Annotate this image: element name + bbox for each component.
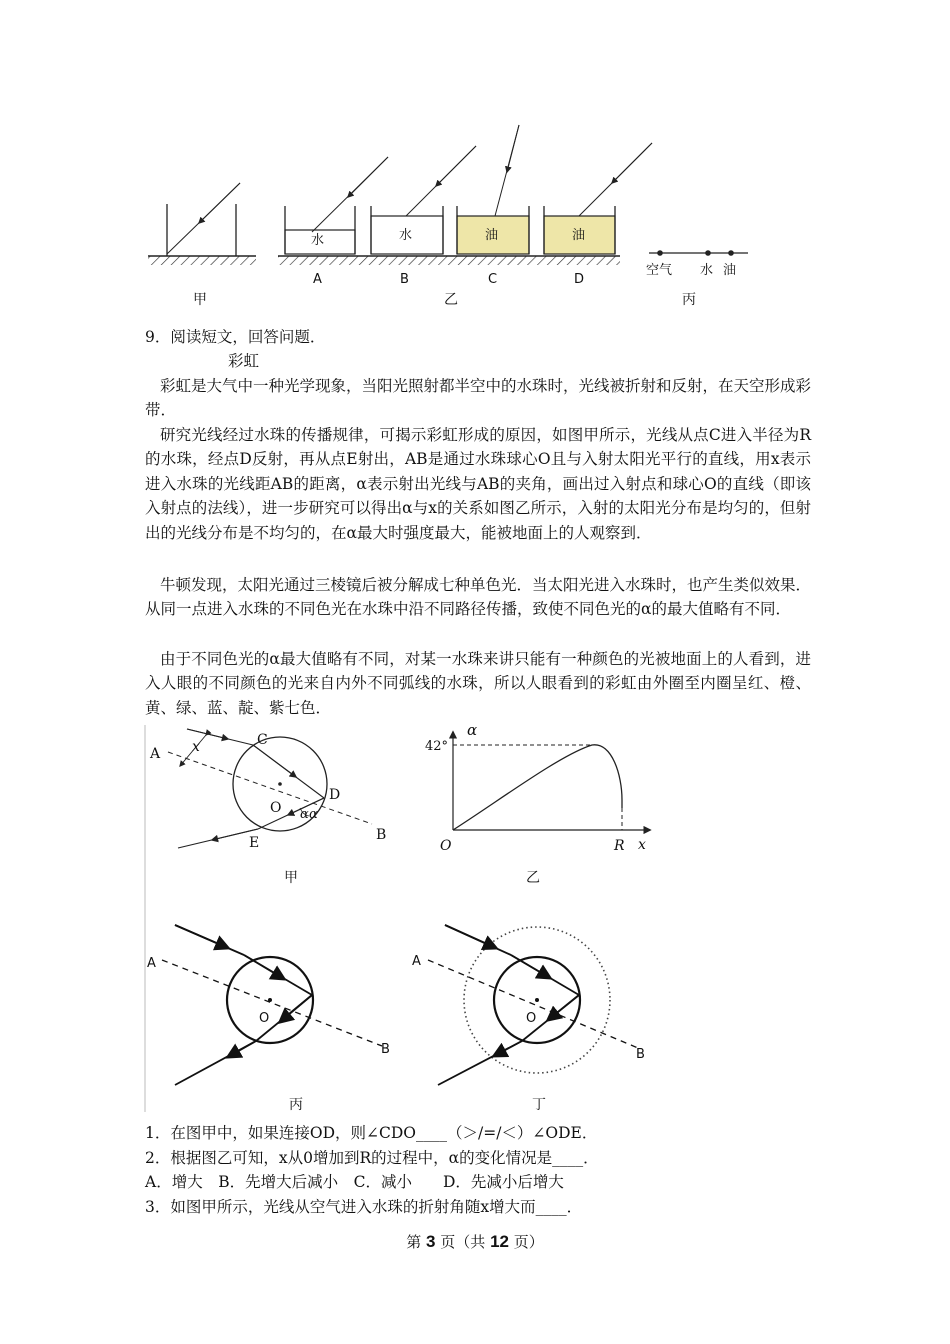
- ding-label-o: O: [526, 1011, 537, 1026]
- caption-jia: 甲: [193, 292, 207, 308]
- bing-label-b: B: [381, 1042, 390, 1057]
- bing-water-label: 水: [700, 263, 714, 278]
- alpha-curve: [453, 745, 622, 830]
- container-c-medium: 油: [485, 228, 499, 243]
- bing-label-o: O: [259, 1011, 270, 1026]
- sub-question-2-options: A．增大 B．先增大后减小 C．减小 D．先减小后增大: [145, 1173, 564, 1191]
- center-o: [535, 998, 539, 1002]
- caption-bing: 丙: [682, 292, 696, 308]
- article-title: 彩虹: [228, 352, 260, 370]
- page-footer: [0, 1231, 950, 1252]
- paragraph-1: 彩虹是大气中一种光学现象，当阳光照射都半空中的水珠时，光线被折射和反射，在天空形成彩带．: [145, 377, 812, 420]
- container-b-medium: 水: [399, 228, 413, 243]
- yi-label-r: R: [614, 838, 625, 854]
- sub-question-2: 2．根据图乙可知，x从0增加到R的过程中，α的变化情况是____．: [145, 1149, 599, 1167]
- bing-label-a: A: [147, 956, 156, 971]
- panel-yi: [278, 125, 652, 265]
- footer-prefix: 第: [406, 1233, 422, 1251]
- caption-rain-jia: 甲: [284, 870, 298, 886]
- yi-axis-x: x: [638, 837, 646, 853]
- container-d-medium: 油: [572, 228, 586, 243]
- paragraph-4: 由于不同色光的α最大值略有不同，对某一水珠来讲只能有一种颜色的光被地面上的人看到，进入人眼的不同颜色的光来自内外不同弧线的水珠，所以人眼看到的彩虹由外圈至内圈呈红、橙、黄、绿、蓝、靛、紫七色．: [145, 650, 811, 717]
- jia-label-o: O: [270, 800, 282, 816]
- paragraph-3: 牛顿发现，太阳光通过三棱镜后被分解成七种单色光．当太阳光进入水珠时，也产生类似效果．从同一点进入水珠的不同色光在水珠中沿不同路径传播，致使不同色光的α的最大值略有不同．: [145, 576, 812, 619]
- graph-yi: [453, 732, 650, 830]
- container-a-letter: A: [313, 272, 322, 287]
- caption-rain-yi: 乙: [526, 870, 540, 886]
- caption-yi: 乙: [444, 292, 458, 308]
- footer-total-pages: 12: [490, 1232, 509, 1251]
- point-oil: [728, 250, 734, 256]
- point-water: [705, 250, 711, 256]
- jia-label-a: A: [150, 746, 161, 762]
- yi-origin-o: O: [440, 838, 452, 854]
- yi-axis-alpha: α: [467, 721, 478, 739]
- ground-hatch: [148, 256, 256, 265]
- footer-suffix: 页）: [513, 1233, 544, 1251]
- ground-hatch: [278, 256, 620, 265]
- jia-label-e: E: [249, 835, 260, 851]
- panel-bing: [649, 250, 748, 256]
- jia-label-d: D: [329, 787, 341, 803]
- ray-arrow: [199, 183, 240, 223]
- center-o: [278, 782, 282, 786]
- container-a-medium: 水: [311, 233, 325, 248]
- jia-label-alpha-2: α: [309, 807, 318, 822]
- jia-label-x: x: [192, 739, 200, 755]
- top-figure: [0, 0, 950, 320]
- panel-jia: [148, 183, 256, 265]
- drop-ding: [428, 925, 638, 1085]
- bing-oil-label: 油: [723, 263, 737, 278]
- line-ab: [162, 960, 382, 1046]
- ding-label-a: A: [412, 954, 421, 969]
- point-air: [657, 250, 663, 256]
- ding-label-b: B: [636, 1047, 645, 1062]
- drop-bing: [162, 925, 382, 1085]
- jia-label-alpha: α: [300, 807, 309, 822]
- jia-label-c: C: [257, 732, 268, 748]
- container-c-letter: C: [488, 272, 498, 287]
- footer-page-number: 3: [426, 1232, 436, 1251]
- line-ab: [428, 960, 638, 1048]
- container-b-letter: B: [400, 272, 409, 287]
- paragraph-2: 研究光线经过水珠的传播规律，可揭示彩虹形成的原因，如图甲所示，光线从点C进入半径为R的水珠，经点D反射，再从点E射出，AB是通过水珠球心O且与入射太阳光平行的直线，用x表示进入水珠的光线距AB的距离，α表示射出光线与AB的夹角，画出过入射点和球心O的直线（即该入射点的法线），进一步研究可以得出α与x的关系如图乙所示，入射的太阳光分布是均匀的，但射出的光线分布是不均匀的，在α最大时强度最大，能被地面上的人观察到．: [145, 426, 811, 542]
- jia-label-b: B: [376, 827, 387, 843]
- raindrop-figure: [0, 718, 950, 1118]
- caption-rain-bing: 丙: [289, 1097, 303, 1113]
- sub-question-3: 3．如图甲所示，光线从空气进入水珠的折射角随x增大而____．: [145, 1198, 583, 1216]
- footer-mid: 页（共: [440, 1233, 486, 1251]
- question-heading: 9．阅读短文，回答问题．: [145, 328, 326, 346]
- container-d-letter: D: [574, 272, 585, 287]
- yi-angle-42: 42°: [425, 739, 449, 754]
- bing-air-label: 空气: [646, 263, 673, 278]
- container-d: [544, 143, 652, 254]
- caption-rain-ding: 丁: [532, 1097, 546, 1113]
- center-o: [268, 998, 272, 1002]
- sub-question-1: 1．在图甲中，如果连接OD，则∠CDO____（＞/=/＜）∠ODE．: [145, 1124, 598, 1142]
